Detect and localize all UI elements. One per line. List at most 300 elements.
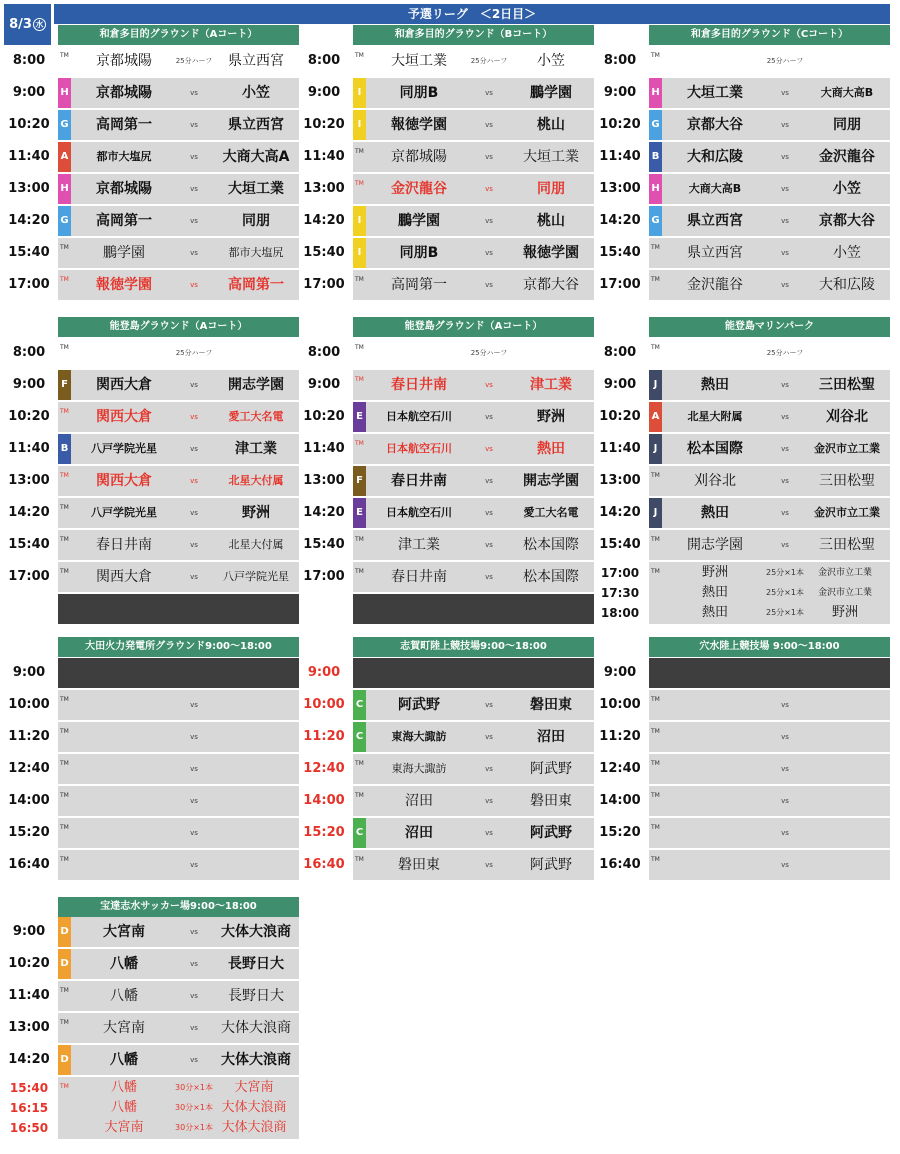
vs-label: vs	[190, 797, 198, 805]
away-team: 野洲	[242, 505, 270, 521]
match-row	[595, 46, 890, 76]
home-team: 北星大附属	[687, 410, 743, 423]
match-time: 13:00	[8, 473, 50, 488]
home-team: 同朋B	[399, 245, 439, 261]
vs-label: vs	[485, 861, 493, 869]
format-note: 25分ハーフ	[470, 57, 508, 65]
home-team: 春日井南	[391, 569, 447, 585]
home-team: 磐田東	[398, 857, 440, 873]
match-row	[4, 981, 299, 1011]
group-badge: H	[58, 78, 71, 108]
vs-label: vs	[485, 217, 493, 225]
home-team: 同朋B	[399, 85, 439, 101]
tm-mark: TM	[60, 1019, 69, 1026]
tm-mark: TM	[60, 792, 69, 799]
match-time: 13:00	[303, 473, 345, 488]
sub-match-line	[595, 583, 890, 603]
away-team: 北星大付属	[228, 538, 284, 551]
match-time: 10:20	[599, 409, 641, 424]
match-time: 11:20	[599, 729, 641, 744]
vs-label: vs	[781, 445, 789, 453]
home-team: 都市大塩尻	[96, 150, 152, 163]
away-team: 小笠	[833, 181, 861, 197]
match-row	[299, 238, 594, 268]
format-note: 25分×1本	[766, 568, 804, 577]
away-team: 金沢市立工業	[817, 568, 872, 578]
away-team: 三田松聖	[819, 537, 875, 553]
venue-header: 大田火力発電所グラウンド9:00～18:00	[58, 637, 299, 657]
match-time: 11:20	[8, 729, 50, 744]
venue-header: 和倉多目的グラウンド（Aコート）	[58, 25, 299, 45]
away-team: 同朋	[537, 181, 565, 197]
match-row	[299, 338, 594, 368]
home-team: 八幡	[110, 956, 138, 972]
home-team: 高岡第一	[96, 117, 152, 133]
away-team: 開志学園	[228, 377, 284, 393]
tm-mark: TM	[355, 856, 364, 863]
vs-label: vs	[190, 413, 198, 421]
home-team: 大垣工業	[391, 53, 447, 69]
home-team: 八幡	[110, 1100, 137, 1115]
match-time: 14:20	[8, 505, 50, 520]
match-row	[4, 1013, 299, 1043]
vs-label: vs	[190, 281, 198, 289]
vs-label: vs	[781, 509, 789, 517]
match-row	[595, 110, 890, 140]
match-row	[299, 466, 594, 496]
group-badge: H	[649, 78, 662, 108]
tm-mark: TM	[355, 52, 364, 59]
tm-mark: TM	[651, 760, 660, 767]
match-time: 17:00	[303, 569, 345, 584]
tm-mark: TM	[355, 568, 364, 575]
match-time: 8:00	[307, 53, 341, 68]
vs-label: vs	[781, 121, 789, 129]
home-team: 東海大諏訪	[391, 730, 447, 743]
vs-label: vs	[190, 861, 198, 869]
match-time: 15:40	[303, 537, 345, 552]
tm-mark: TM	[651, 276, 660, 283]
vs-label: vs	[190, 733, 198, 741]
group-badge: B	[649, 142, 662, 172]
home-team: 東海大諏訪	[391, 762, 447, 775]
match-row	[595, 466, 890, 496]
away-team: 大商大高A	[222, 149, 290, 165]
vs-label: vs	[485, 733, 493, 741]
match-row	[299, 818, 594, 848]
venue-header: 和倉多目的グラウンド（Cコート）	[649, 25, 890, 45]
tm-mark: TM	[60, 760, 69, 767]
away-team: 野洲	[831, 605, 858, 620]
group-badge: I	[353, 238, 366, 268]
match-time: 14:20	[599, 505, 641, 520]
home-team: 阿武野	[398, 697, 440, 713]
vs-label: vs	[781, 541, 789, 549]
venue-header: 能登島グラウンド（Aコート）	[58, 317, 299, 337]
match-time: 17:00	[599, 277, 641, 292]
match-row	[4, 949, 299, 979]
match-time: 11:40	[8, 149, 50, 164]
match-time: 10:20	[8, 117, 50, 132]
home-team: 金沢龍谷	[391, 181, 447, 197]
match-time: 13:00	[303, 181, 345, 196]
away-team: 大和広陵	[819, 277, 875, 293]
home-team: 日本航空石川	[386, 410, 452, 423]
match-time: 8:00	[307, 345, 341, 360]
match-time: 11:40	[303, 149, 345, 164]
blocked-slot	[353, 658, 594, 688]
vs-label: vs	[190, 765, 198, 773]
match-time: 15:40	[599, 537, 641, 552]
multi-match-block	[595, 562, 890, 624]
match-time: 17:00	[8, 569, 50, 584]
tm-mark: TM	[60, 344, 69, 351]
match-row	[595, 142, 890, 172]
away-team: 磐田東	[530, 697, 572, 713]
away-team: 大体大浪商	[221, 1020, 291, 1036]
match-time: 15:40	[9, 1081, 49, 1095]
home-team: 津工業	[398, 537, 440, 553]
away-team: 大体大浪商	[221, 1120, 287, 1135]
home-team: 八幡	[110, 988, 138, 1004]
match-row	[595, 530, 890, 560]
match-row	[595, 238, 890, 268]
match-time: 10:20	[8, 956, 50, 971]
format-note: 30分×1本	[175, 1103, 213, 1112]
tm-mark: TM	[60, 568, 69, 575]
venue-header: 能登島グラウンド（Aコート）	[353, 317, 594, 337]
match-time: 14:20	[8, 1052, 50, 1067]
match-time: 16:40	[8, 857, 50, 872]
home-team: 春日井南	[391, 377, 447, 393]
home-team: 沼田	[405, 793, 433, 809]
away-team: 三田松聖	[819, 377, 875, 393]
match-time: 9:00	[307, 85, 341, 100]
vs-label: vs	[781, 733, 789, 741]
match-row	[4, 530, 299, 560]
home-team: 熱田	[701, 377, 729, 393]
match-time: 10:00	[303, 697, 345, 712]
match-time: 14:00	[303, 793, 345, 808]
match-row	[299, 530, 594, 560]
match-time: 15:20	[599, 825, 641, 840]
match-time: 13:00	[599, 473, 641, 488]
home-team: 八幡	[110, 1052, 138, 1068]
match-time: 9:00	[603, 665, 637, 680]
home-team: 熱田	[701, 505, 729, 521]
away-team: 同朋	[833, 117, 861, 133]
match-row	[299, 786, 594, 816]
home-team: 京都城陽	[391, 149, 447, 165]
away-team: 阿武野	[530, 761, 572, 777]
match-row	[299, 206, 594, 236]
match-row	[299, 78, 594, 108]
sub-match-line	[4, 1118, 299, 1138]
home-team: 八戸学院光星	[91, 442, 157, 455]
away-team: 都市大塩尻	[228, 246, 284, 259]
home-team: 報徳学園	[96, 277, 152, 293]
tm-mark: TM	[355, 536, 364, 543]
away-team: 金沢市立工業	[814, 442, 880, 455]
away-team: 三田松聖	[819, 473, 875, 489]
vs-label: vs	[190, 509, 198, 517]
match-row	[595, 818, 890, 848]
tm-mark: TM	[651, 344, 660, 351]
home-team: 京都城陽	[96, 181, 152, 197]
vs-label: vs	[781, 89, 789, 97]
home-team: 大宮南	[103, 1020, 145, 1036]
vs-label: vs	[190, 249, 198, 257]
vs-label: vs	[190, 1056, 198, 1064]
match-row	[299, 270, 594, 300]
match-row	[595, 434, 890, 464]
match-time: 11:40	[8, 988, 50, 1003]
home-team: 関西大倉	[96, 409, 152, 425]
away-team: 金沢龍谷	[819, 149, 875, 165]
home-team: 春日井南	[96, 537, 152, 553]
match-row	[595, 850, 890, 880]
tm-mark: TM	[651, 52, 660, 59]
tm-mark: TM	[60, 244, 69, 251]
venue-header: 宝達志水サッカー場9:00～18:00	[58, 897, 299, 917]
match-row	[4, 206, 299, 236]
vs-label: vs	[781, 217, 789, 225]
match-time: 14:20	[599, 213, 641, 228]
match-time: 8:00	[12, 345, 46, 360]
tm-mark: TM	[651, 696, 660, 703]
tm-mark: TM	[60, 1083, 69, 1090]
group-badge: G	[649, 110, 662, 140]
away-team: 大体大浪商	[221, 924, 291, 940]
vs-label: vs	[781, 765, 789, 773]
match-time: 11:40	[599, 441, 641, 456]
group-badge: H	[58, 174, 71, 204]
format-note: 25分ハーフ	[470, 349, 508, 357]
home-team: 鵬学園	[398, 213, 440, 229]
vs-label: vs	[781, 381, 789, 389]
tm-mark: TM	[651, 568, 660, 575]
vs-label: vs	[781, 249, 789, 257]
home-team: 八戸学院光星	[91, 506, 157, 519]
vs-label: vs	[190, 928, 198, 936]
match-time: 9:00	[12, 377, 46, 392]
match-time: 9:00	[603, 85, 637, 100]
match-row	[299, 722, 594, 752]
match-time: 9:00	[12, 924, 46, 939]
tm-mark: TM	[651, 244, 660, 251]
match-row	[4, 722, 299, 752]
venue-header: 穴水陸上競技場 9:00～18:00	[649, 637, 890, 657]
match-row	[595, 270, 890, 300]
away-team: 京都大谷	[819, 213, 875, 229]
away-team: 高岡第一	[228, 277, 284, 293]
home-team: 春日井南	[391, 473, 447, 489]
match-row	[4, 142, 299, 172]
match-row	[595, 658, 890, 688]
home-team: 松本国際	[687, 441, 743, 457]
match-time: 12:40	[8, 761, 50, 776]
home-team: 京都城陽	[96, 85, 152, 101]
vs-label: vs	[190, 185, 198, 193]
sub-match-line	[4, 1098, 299, 1118]
vs-label: vs	[485, 249, 493, 257]
away-team: 愛工大名電	[523, 506, 579, 519]
tm-mark: TM	[355, 276, 364, 283]
match-time: 15:20	[303, 825, 345, 840]
away-team: 大垣工業	[228, 181, 284, 197]
match-time: 13:00	[599, 181, 641, 196]
tm-mark: TM	[355, 792, 364, 799]
match-row	[595, 498, 890, 528]
group-badge: D	[58, 949, 71, 979]
match-time: 17:00	[303, 277, 345, 292]
tm-mark: TM	[60, 856, 69, 863]
home-team: 沼田	[405, 825, 433, 841]
match-time: 11:20	[303, 729, 345, 744]
away-team: 鵬学園	[530, 85, 572, 101]
match-time: 14:00	[8, 793, 50, 808]
match-time: 13:00	[8, 1020, 50, 1035]
home-team: 大宮南	[103, 924, 145, 940]
vs-label: vs	[190, 217, 198, 225]
match-time: 16:50	[9, 1121, 49, 1135]
home-team: 日本航空石川	[386, 506, 452, 519]
away-team: 刈谷北	[826, 409, 868, 425]
away-team: 沼田	[537, 729, 565, 745]
vs-label: vs	[781, 153, 789, 161]
tm-mark: TM	[355, 760, 364, 767]
match-row	[4, 402, 299, 432]
away-team: 津工業	[530, 377, 572, 393]
date-text: 8/3	[9, 17, 32, 32]
vs-label: vs	[190, 89, 198, 97]
away-team: 県立西宮	[228, 53, 284, 69]
home-team: 刈谷北	[694, 473, 736, 489]
vs-label: vs	[190, 960, 198, 968]
away-team: 金沢市立工業	[817, 588, 872, 598]
match-row	[4, 786, 299, 816]
match-time: 16:40	[599, 857, 641, 872]
group-badge: C	[353, 818, 366, 848]
vs-label: vs	[781, 477, 789, 485]
vs-label: vs	[485, 185, 493, 193]
group-badge: I	[353, 206, 366, 236]
away-team: 小笠	[833, 245, 861, 261]
match-row	[595, 174, 890, 204]
match-time: 17:30	[600, 586, 640, 600]
tm-mark: TM	[60, 696, 69, 703]
match-time: 12:40	[303, 761, 345, 776]
away-team: 京都大谷	[523, 277, 579, 293]
match-row	[4, 110, 299, 140]
home-team: 報徳学園	[391, 117, 447, 133]
match-row	[299, 110, 594, 140]
vs-label: vs	[485, 765, 493, 773]
match-row	[4, 174, 299, 204]
format-note: 30分×1本	[175, 1083, 213, 1092]
away-team: 松本国際	[523, 537, 579, 553]
home-team: 熱田	[701, 605, 728, 620]
home-team: 県立西宮	[687, 213, 743, 229]
away-team: 大体大浪商	[221, 1052, 291, 1068]
format-note: 25分ハーフ	[175, 57, 213, 65]
match-time: 11:40	[303, 441, 345, 456]
match-time: 9:00	[12, 665, 46, 680]
vs-label: vs	[190, 381, 198, 389]
group-badge: J	[649, 434, 662, 464]
match-time: 18:00	[600, 606, 640, 620]
match-row	[595, 206, 890, 236]
vs-label: vs	[781, 281, 789, 289]
vs-label: vs	[485, 381, 493, 389]
home-team: 高岡第一	[391, 277, 447, 293]
match-time: 13:00	[8, 181, 50, 196]
vs-label: vs	[190, 541, 198, 549]
venue-header: 能登島マリンパーク	[649, 317, 890, 337]
match-row	[595, 78, 890, 108]
match-row	[4, 690, 299, 720]
away-team: 同朋	[242, 213, 270, 229]
away-team: 磐田東	[530, 793, 572, 809]
group-badge: F	[58, 370, 71, 400]
match-row	[595, 370, 890, 400]
tm-mark: TM	[355, 344, 364, 351]
tm-mark: TM	[651, 856, 660, 863]
vs-label: vs	[485, 121, 493, 129]
tm-mark: TM	[60, 987, 69, 994]
away-team: 桃山	[537, 213, 565, 229]
tm-mark: TM	[651, 472, 660, 479]
match-row	[4, 562, 299, 592]
match-time: 14:20	[8, 213, 50, 228]
match-row	[4, 498, 299, 528]
tm-mark: TM	[355, 440, 364, 447]
away-team: 小笠	[537, 53, 565, 69]
vs-label: vs	[485, 829, 493, 837]
match-time: 10:20	[599, 117, 641, 132]
home-team: 関西大倉	[96, 473, 152, 489]
away-team: 阿武野	[530, 825, 572, 841]
home-team: 大宮南	[104, 1120, 144, 1135]
match-time: 11:40	[8, 441, 50, 456]
match-time: 14:20	[303, 505, 345, 520]
match-row	[4, 917, 299, 947]
group-badge: G	[58, 206, 71, 236]
empty-slot	[299, 594, 594, 624]
match-row	[4, 1045, 299, 1075]
match-time: 9:00	[12, 85, 46, 100]
match-row	[595, 338, 890, 368]
away-team: 報徳学園	[523, 245, 579, 261]
group-badge: J	[649, 370, 662, 400]
match-time: 14:20	[303, 213, 345, 228]
match-time: 8:00	[603, 345, 637, 360]
match-row	[299, 690, 594, 720]
vs-label: vs	[485, 701, 493, 709]
match-row	[299, 174, 594, 204]
home-team: 鵬学園	[103, 245, 145, 261]
home-team: 京都城陽	[96, 53, 152, 69]
home-team: 県立西宮	[687, 245, 743, 261]
tm-mark: TM	[60, 824, 69, 831]
away-team: 金沢市立工業	[814, 506, 880, 519]
match-time: 15:40	[599, 245, 641, 260]
blocked-slot	[58, 594, 299, 624]
group-badge: H	[649, 174, 662, 204]
home-team: 大商大高B	[688, 182, 742, 195]
home-team: 関西大倉	[96, 569, 152, 585]
away-team: 大体大浪商	[221, 1100, 287, 1115]
